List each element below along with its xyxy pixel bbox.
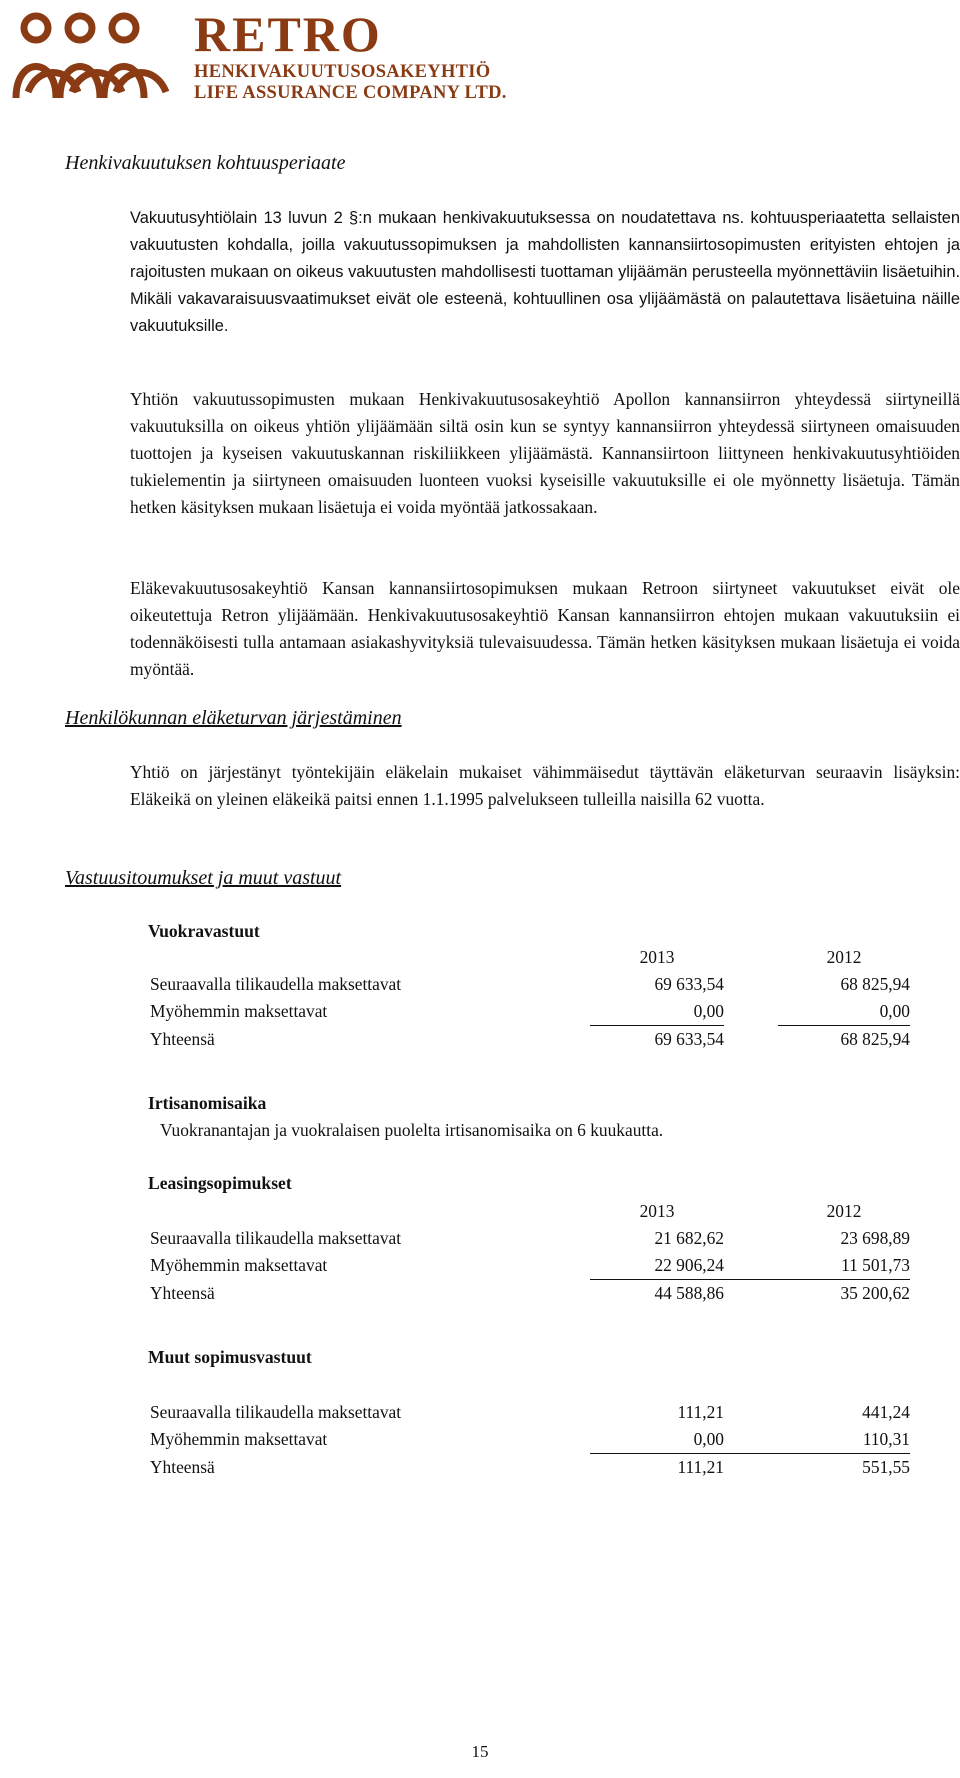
year-2012: 2012 (826, 1201, 862, 1221)
paragraph-elaketurva: Yhtiö on järjestänyt työntekijäin eläkelain mukaiset vähimmäisedut täyttävän eläketurvan seuraavin lisäyksin: Eläkeikä on yleinen eläkeikä paitsi ennen 1.1.1995 palvelukseen tulleilla naisilla 62 vuotta. (130, 762, 960, 809)
row-label: Yhteensä (150, 1456, 215, 1477)
row-label: Myöhemmin maksettavat (150, 1429, 328, 1450)
value-2013: 0,00 (590, 998, 724, 1026)
table-leasingsopimukset (150, 1198, 910, 1307)
paragraph-kohtuusperiaate-1: Vakuutusyhtiölain 13 luvun 2 §:n mukaan henkivakuutuksessa on noudatettava ns. kohtuusperiaatetta sellaisten vakuutusten kohdalla, joilla vakuutussopimuksen ja mahdollisten kannansiirtosopimusten erityisten ehtojen ja rajoitusten mukaan on oikeus vakuutusten mahdollisesti tuottaman ylijäämän perusteella myönnettäviin lisäetuihin. Mikäli vakavaraisuusvaatimukset eivät ole esteenä, kohtuullinen osa ylijäämästä on palautettava lisäetuina näille vakuutuksille. (130, 209, 960, 335)
value-2012: 110,31 (778, 1426, 910, 1454)
value-2013: 21 682,62 (654, 1228, 724, 1248)
irtisanomisaika-text: Vuokranantajan ja vuokralaisen puolelta irtisanomisaika on 6 kuukautta. (160, 1120, 664, 1140)
value-2012: 441,24 (862, 1402, 910, 1422)
value-2012: 68 825,94 (840, 1029, 910, 1049)
value-2013: 69 633,54 (654, 1029, 724, 1049)
row-label: Yhteensä (150, 1028, 215, 1049)
year-2013: 2013 (639, 947, 675, 967)
table-row (150, 1399, 910, 1426)
value-2012: 551,55 (862, 1457, 910, 1477)
paragraph-kohtuusperiaate-2: Yhtiön vakuutussopimusten mukaan Henkivakuutusosakeyhtiö Apollon kannansiirron yhteydessä siirtyneillä vakuutuksilla on oikeus yhtiön ylijäämään siltä osin kun se syntyy kannansiirron yhteydessä siirtyneen omaisuuden tuottojen ja kyseisen vakuutuskannan riskiliikkeen ylijäämästä. Kannansiirtoon liittyneen henkivakuutusyhtiöiden tukielementin ja siirtyneen omaisuuden luonteen vuoksi kyseisille vakuutuksille ei ole myönnetty lisäetuja. Tämän hetken käsityksen mukaan lisäetuja ei voida myöntää jatkossakaan. (130, 389, 960, 517)
year-2012: 2012 (826, 947, 862, 967)
value-2013: 111,21 (677, 1402, 724, 1422)
value-2013: 44 588,86 (654, 1283, 724, 1303)
page-number: 15 (471, 1742, 489, 1761)
table-muut-sopimusvastuut (150, 1399, 910, 1481)
brand-name: RETRO (194, 6, 382, 62)
subheading-vuokravastuut: Vuokravastuut (148, 921, 260, 941)
brand-text (194, 6, 507, 104)
table-row (150, 1225, 910, 1252)
table-row (150, 1426, 910, 1454)
row-label: Seuraavalla tilikaudella maksettavat (150, 1402, 402, 1422)
value-2012: 0,00 (778, 998, 910, 1026)
row-label: Seuraavalla tilikaudella maksettavat (150, 974, 402, 994)
row-label: Myöhemmin maksettavat (150, 1001, 328, 1022)
row-label: Seuraavalla tilikaudella maksettavat (150, 1228, 402, 1248)
row-label: Myöhemmin maksettavat (150, 1255, 328, 1276)
table-row (150, 1252, 910, 1280)
paragraph-kohtuusperiaate-3: Eläkevakuutusosakeyhtiö Kansan kannansiirtosopimuksen mukaan Retroon siirtyneet vakuutukset eivät ole oikeutettuja Retron ylijäämään. Henkivakuutusosakeyhtiö Kansan kannansiirron ehtojen mukaan vakuutuksiin ei todennäköisesti tulla antamaan asiakashyvityksiä tulevaisuudessa. Tämän hetken käsityksen mukaan lisäetuja ei voida myöntää. (130, 578, 960, 679)
table-row (150, 998, 910, 1026)
value-2012: 35 200,62 (840, 1283, 910, 1303)
table-row (150, 971, 910, 998)
heading-vastuusitoumukset: Vastuusitoumukset ja muut vastuut (65, 867, 342, 889)
row-label: Yhteensä (150, 1282, 215, 1303)
subheading-muut-sopimusvastuut: Muut sopimusvastuut (148, 1347, 312, 1367)
value-2013: 69 633,54 (654, 974, 724, 994)
value-2012: 68 825,94 (840, 974, 910, 994)
table-row-total (150, 1454, 910, 1482)
value-2013: 111,21 (677, 1457, 724, 1477)
subheading-irtisanomisaika: Irtisanomisaika (148, 1093, 267, 1113)
year-2013: 2013 (639, 1201, 675, 1221)
table-row-total (150, 1280, 910, 1308)
heading-elaketurva: Henkilökunnan eläketurvan järjestäminen (65, 707, 402, 729)
table-header-row (150, 1198, 910, 1225)
logo-figures-icon (8, 6, 188, 102)
table-header-row (150, 944, 910, 971)
company-logo (8, 6, 528, 102)
heading-kohtuusperiaate: Henkivakuutuksen kohtuusperiaate (65, 152, 346, 174)
value-2012: 11 501,73 (778, 1252, 910, 1280)
table-vuokravastuut (150, 944, 910, 1053)
value-2013: 22 906,24 (590, 1252, 724, 1280)
value-2012: 23 698,89 (840, 1228, 910, 1248)
table-row-total (150, 1026, 910, 1054)
brand-line-2: LIFE ASSURANCE COMPANY LTD. (194, 83, 507, 103)
brand-line-1: HENKIVAKUUTUSOSAKEYHTIÖ (194, 62, 491, 82)
subheading-leasingsopimukset: Leasingsopimukset (148, 1173, 292, 1193)
value-2013: 0,00 (590, 1426, 724, 1454)
